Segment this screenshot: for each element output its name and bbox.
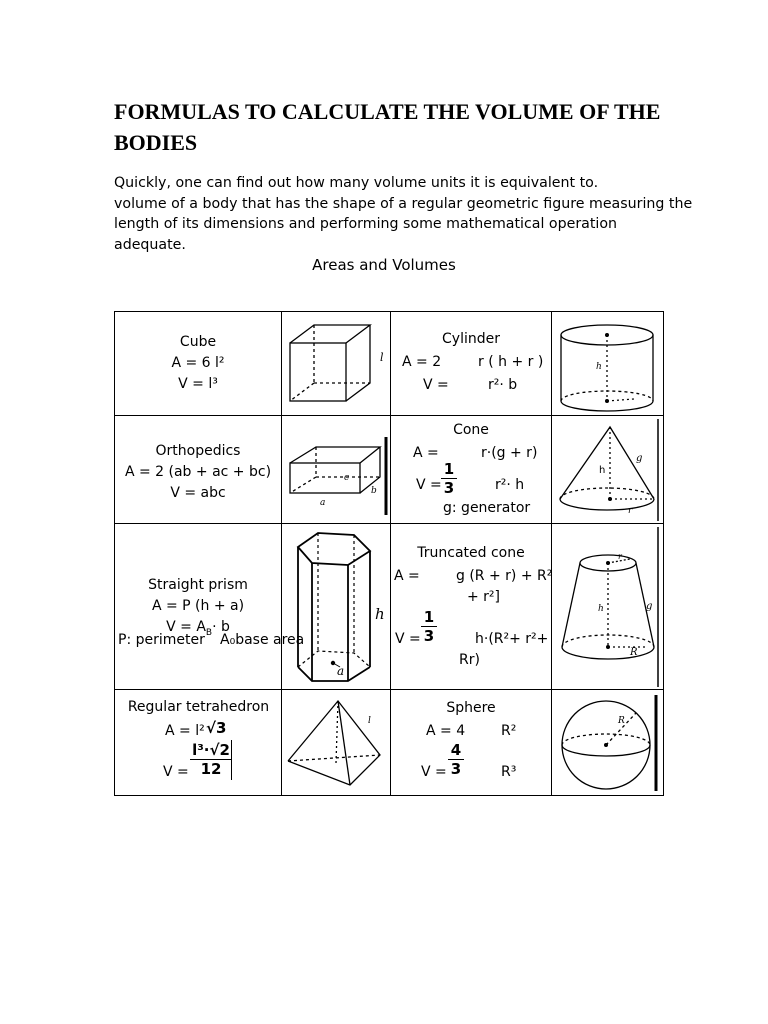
tetrahedron-volume-lhs: V = — [163, 764, 189, 780]
cube-area-formula: A = 6 l² — [171, 355, 225, 371]
truncated-cone-area-rhs-2: + r²] — [467, 589, 501, 605]
sphere-fraction — [448, 742, 464, 777]
sphere-name: Sphere — [446, 700, 496, 716]
cone-area-rhs: r·(g + r) — [481, 445, 538, 461]
prism-illustration — [282, 525, 390, 689]
prism-figure-cell — [282, 524, 391, 690]
table-row — [115, 312, 664, 416]
prism-height-label: h — [375, 604, 385, 623]
tetrahedron-frac-num: l³·√2 — [192, 741, 230, 759]
truncated-cone-figure-cell — [552, 524, 664, 690]
prism-area-formula: A = P (h + a) — [151, 598, 245, 615]
sphere-area-lhs: A = 4 — [426, 723, 466, 739]
truncated-cone-name: Truncated cone — [417, 545, 525, 561]
cylinder-volume-lhs: V = — [423, 377, 449, 393]
cube-figure-cell — [282, 312, 391, 416]
cuboid-illustration — [282, 417, 390, 523]
prism-volume-tail: · b — [212, 619, 230, 636]
tetrahedron-formula-cell — [115, 690, 282, 796]
cube-edge-label: l — [380, 350, 384, 364]
prism-note-base: A₀base area — [220, 632, 305, 648]
cylinder-figure-cell — [552, 312, 664, 416]
cone-note: g: generator — [443, 500, 531, 516]
orthopedics-volume-formula: V = abc — [170, 485, 226, 501]
cuboid-label-b: b — [371, 485, 377, 496]
cone-frac-den: 3 — [443, 479, 455, 497]
truncated-cone-volume-lhs: V = — [395, 631, 421, 647]
sphere-volume-rhs: R³ — [501, 764, 517, 780]
sphere-formula-cell — [391, 690, 552, 796]
prism-formula-cell — [115, 524, 305, 690]
sphere-frac-den: 3 — [450, 760, 462, 778]
tetrahedron-area-root: √3 — [206, 719, 227, 737]
cylinder-formula-cell — [391, 312, 552, 416]
sphere-radius-label: R — [618, 715, 625, 726]
cone-volume-rhs: r²· h — [495, 477, 525, 493]
tetrahedron-area-formula: A = l² — [165, 723, 205, 739]
truncated-cone-volume-rhs: h·(R²+ r²+ — [475, 631, 549, 647]
cube-illustration — [282, 313, 390, 415]
intro-paragraph — [114, 173, 693, 255]
sphere-volume-lhs: V = — [421, 764, 447, 780]
tetrahedron-figure-cell — [282, 690, 391, 796]
truncated-cone-height-label: h — [598, 603, 604, 614]
intro-line: volume of a body that has the shape of a regular geometric figure measuring the — [114, 195, 693, 212]
orthopedics-figure-cell — [282, 416, 391, 524]
truncated-cone-generator-label: g — [646, 600, 653, 612]
orthopedics-name: Orthopedics — [155, 443, 241, 459]
truncated-cone-frac-num: 1 — [423, 608, 435, 626]
cylinder-volume-rhs: r²· b — [488, 377, 518, 393]
sphere-figure-cell — [552, 690, 664, 796]
cylinder-height-label: h — [596, 361, 602, 372]
intro-line: adequate. — [114, 236, 186, 253]
cone-frac-num: 1 — [443, 460, 455, 478]
cube-volume-formula: V = l³ — [178, 376, 218, 392]
cylinder-name: Cylinder — [442, 331, 500, 347]
cone-volume-lhs: V = — [416, 477, 442, 493]
sphere-frac-num: 4 — [450, 741, 462, 759]
truncated-cone-top-radius-label: r — [618, 551, 622, 561]
tetrahedron-name: Regular tetrahedron — [127, 699, 270, 715]
prism-volume-sub: B — [205, 627, 213, 638]
prism-name: Straight prism — [148, 577, 248, 594]
table-row — [115, 690, 664, 796]
cuboid-label-c: c — [344, 472, 350, 483]
truncated-cone-formula-cell — [391, 524, 552, 690]
cone-figure-cell — [552, 416, 664, 524]
table-row — [115, 524, 664, 690]
formula-table — [114, 311, 664, 796]
prism-apothem-label: a — [337, 663, 345, 678]
table-row — [115, 416, 664, 524]
cone-illustration — [552, 417, 663, 523]
sphere-area-rhs: R² — [501, 723, 517, 739]
cylinder-illustration — [552, 313, 663, 415]
truncated-cone-base-radius-label: R — [630, 646, 638, 658]
tetrahedron-fraction — [190, 742, 232, 777]
tetrahedron-edge-label: l — [368, 715, 371, 726]
truncated-cone-fraction — [421, 609, 437, 644]
truncated-cone-area-lhs: A = — [394, 568, 420, 584]
truncated-cone-illustration — [552, 525, 663, 689]
cylinder-area-lhs: A = 2 — [402, 354, 442, 370]
orthopedics-area-formula: A = 2 (ab + ac + bc) — [124, 464, 272, 480]
intro-line: Quickly, one can find out how many volume units it is equivalent to. — [114, 175, 599, 191]
tetrahedron-frac-den: 12 — [200, 760, 222, 778]
cube-name: Cube — [179, 334, 217, 350]
cone-name: Cone — [453, 422, 489, 438]
cone-fraction — [441, 461, 457, 496]
truncated-cone-frac-den: 3 — [423, 627, 435, 645]
truncated-cone-area-rhs: g (R + r) + R² — [456, 568, 553, 584]
prism-volume-formula: V = A — [166, 619, 206, 636]
sphere-illustration — [552, 691, 663, 795]
orthopedics-formula-cell — [115, 416, 282, 524]
prism-note-perimeter: P: perimeter — [118, 632, 205, 648]
cone-radius-label: r — [628, 505, 633, 516]
truncated-cone-volume-rhs-2: Rr) — [459, 652, 480, 668]
tetrahedron-illustration — [282, 691, 390, 795]
section-subtitle: Areas and Volumes — [312, 256, 456, 274]
cone-height-label: h — [599, 464, 606, 476]
cylinder-area-rhs: r ( h + r ) — [478, 354, 544, 370]
intro-line: length of its dimensions and performing some mathematical operation — [114, 216, 618, 232]
cuboid-label-a: a — [320, 497, 326, 508]
cone-formula-cell — [391, 416, 552, 524]
cone-area-lhs: A = — [413, 445, 439, 461]
page-title: FORMULAS TO CALCULATE THE VOLUME OF THE BODIES — [114, 99, 661, 155]
cone-generator-label: g — [636, 452, 643, 464]
cube-formula-cell — [115, 312, 282, 416]
